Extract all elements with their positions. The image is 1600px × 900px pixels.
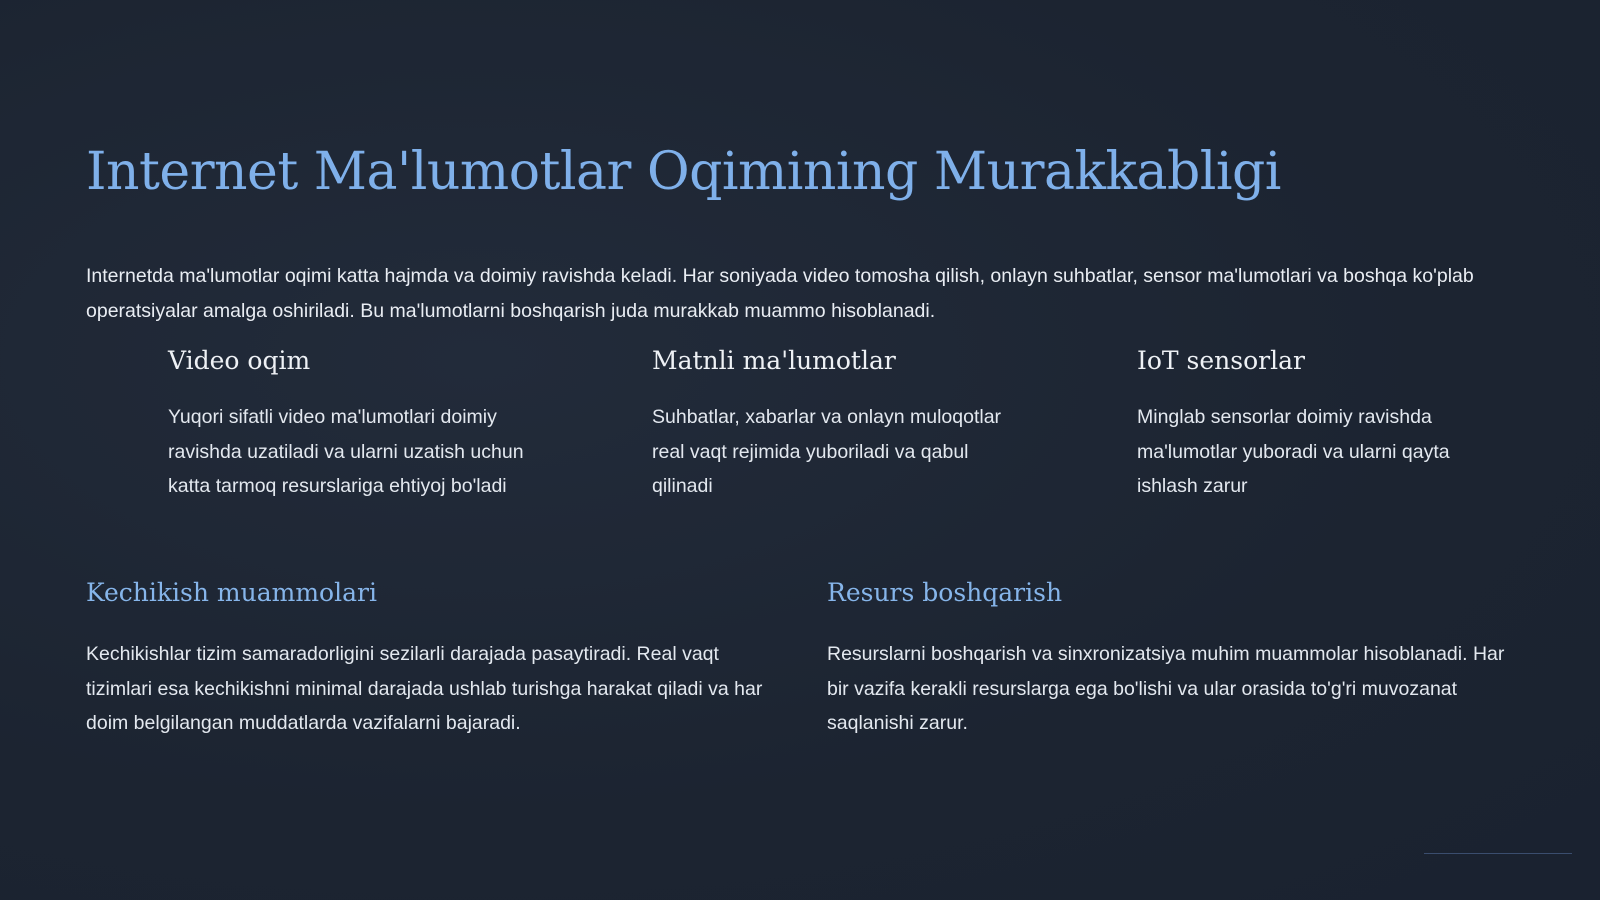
feature-heading: IoT sensorlar bbox=[1137, 346, 1305, 375]
feature-heading: Video oqim bbox=[168, 346, 311, 375]
feature-text: Suhbatlar, xabarlar va onlayn muloqotlar real vaqt rejimida yuboriladi va qabul qilinadi bbox=[652, 406, 1002, 497]
intro-paragraph: Internetda ma'lumotlar oqimi katta hajmda va doimiy ravishda keladi. Har soniyada video tomosha qilish, onlayn suhbatlar, sensor ma'lumotlari va boshqa ko'plab operatsiyalar amalga oshiriladi. Bu ma'lumotlarni boshqarish juda murakkab muammo hisoblanadi. bbox=[86, 265, 1474, 322]
slide-title: Internet Ma'lumotlar Oqimining Murakkabligi bbox=[86, 142, 1281, 202]
topic-text: Kechikishlar tizim samaradorligini sezilarli darajada pasaytiradi. Real vaqt tizimlari esa kechikishni minimal darajada ushlab turishga harakat qiladi va har doim belgilangan muddatlarda vazifalarni bajaradi. bbox=[86, 643, 763, 734]
corner-divider bbox=[1424, 853, 1572, 854]
topic-latency bbox=[86, 578, 786, 741]
topic-resource-management bbox=[827, 578, 1527, 741]
feature-iot-sensors bbox=[1137, 346, 1512, 504]
feature-text: Minglab sensorlar doimiy ravishda ma'lumotlar yuboradi va ularni qayta ishlash zarur bbox=[1137, 406, 1450, 497]
feature-heading: Matnli ma'lumotlar bbox=[652, 346, 896, 375]
feature-text: Yuqori sifatli video ma'lumotlari doimiy ravishda uzatiladi va ularni uzatish uchun katta tarmoq resurslariga ehtiyoj bo'ladi bbox=[168, 406, 524, 497]
topic-heading: Kechikish muammolari bbox=[86, 578, 377, 607]
feature-video-stream bbox=[168, 346, 548, 504]
topic-heading: Resurs boshqarish bbox=[827, 578, 1063, 607]
feature-text-data bbox=[652, 346, 1032, 504]
topic-text: Resurslarni boshqarish va sinxronizatsiya muhim muammolar hisoblanadi. Har bir vazifa kerakli resurslarga ega bo'lishi va ular orasida to'g'ri muvozanat saqlanishi zarur. bbox=[827, 643, 1505, 734]
